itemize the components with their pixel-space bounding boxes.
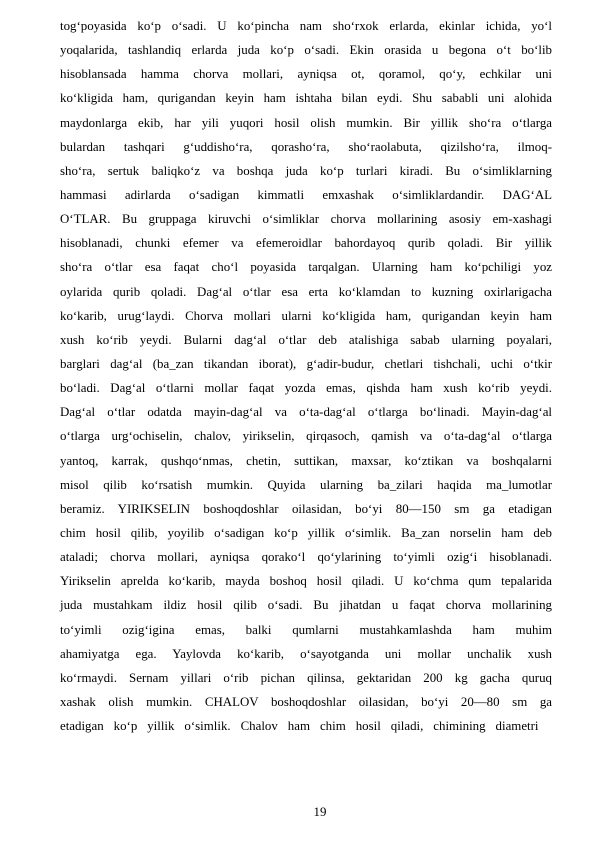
- text-line: hisoblansada hamma chorva mollari, ayniqsa ot, qoramol, qo‘y, echkilar uni: [60, 67, 552, 82]
- text-line: xashak olish mumkin. CHALOV boshoqdoshlar oilasidan, bo‘yi 20—80 sm ga: [60, 694, 552, 709]
- text-line: maydonlarga ekib, har yili yuqori hosil olish mumkin. Bir yillik sho‘ra o‘tlarga: [60, 115, 552, 130]
- text-line: chim hosil qilib, yoyilib o‘sadigan ko‘p yillik o‘simlik. Ba_zan norselin ham deb: [60, 525, 552, 540]
- text-line: Yirikselin aprelda ko‘karib, mayda boshoq hosil qiladi. U ko‘chma qum tepalarida: [60, 574, 552, 589]
- text-line: tog‘poyasida ko‘p o‘sadi. U ko‘pincha nam sho‘rxok erlarda, ekinlar ichida, yo‘l: [60, 19, 552, 33]
- text-line: misol qilib ko‘rsatish mumkin. Quyida ularning ba_zilari haqida ma_lumotlar: [60, 477, 552, 492]
- text-line: O‘TLAR. Bu gruppaga kiruvchi o‘simliklar chorva mollarining asosiy em-xashagi: [60, 212, 552, 227]
- text-line: etadigan ko‘p yillik o‘simlik. Chalov ham chim hosil qiladi, chimining diametri: [60, 719, 539, 734]
- text-line: xush ko‘rib yeydi. Bularni dag‘al o‘tlar deb atalishiga sabab ularning poyalari,: [60, 332, 552, 347]
- text-line: bo‘ladi. Dag‘al o‘tlarni mollar faqat yozda emas, qishda ham xush ko‘rib yeydi.: [60, 381, 552, 396]
- text-line: ko‘kligida ham, qurigandan keyin ham ishtaha bilan eydi. Shu sababli uni alohida: [60, 91, 552, 106]
- text-line: to‘yimli ozig‘igina emas, balki qumlarni mustahkamlashda ham muhim: [60, 622, 552, 637]
- text-line: hammasi adirlarda o‘sadigan kimmatli emxashak o‘simliklardandir. DAG‘AL: [60, 187, 552, 202]
- text-line: bulardan tashqari g‘uddisho‘ra, qorasho‘ra, sho‘raolabuta, qizilsho‘ra, ilmoq-: [60, 139, 552, 154]
- page-number: 19: [313, 805, 327, 819]
- text-line: o‘tlarga urg‘ochiselin, chalov, yirikselin, qirqasoch, qamish va o‘ta-dag‘al o‘tlarga: [60, 429, 552, 444]
- text-line: ataladi; chorva mollari, ayniqsa qorako‘l qo‘ylarining to‘yimli ozig‘i hisoblanadi.: [60, 550, 552, 565]
- text-line: sho‘ra o‘tlar esa faqat cho‘l poyasida tarqalgan. Ularning ham ko‘pchiligi yoz: [60, 260, 552, 275]
- text-line: oylarida qurib qoladi. Dag‘al o‘tlar esa erta ko‘klamdan to kuzning oxirlarigacha: [60, 284, 552, 299]
- text-line: barglari dag‘al (ba_zan tikandan iborat), g‘adir-budur, chetlari tishchali, uchi o‘tkir: [60, 356, 552, 371]
- text-line: ahamiyatga ega. Yaylovda ko‘karib, o‘sayotganda uni mollar unchalik xush: [60, 646, 552, 661]
- text-line: Dag‘al o‘tlar odatda mayin-dag‘al va o‘ta-dag‘al o‘tlarga bo‘linadi. Mayin-dag‘al: [60, 405, 552, 420]
- text-line: yantoq, karrak, qushqo‘nmas, chetin, suttikan, maxsar, ko‘ztikan va boshqalarni: [60, 453, 552, 468]
- text-line: ko‘karib, urug‘laydi. Chorva mollari ularni ko‘kligida ham, qurigandan keyin ham: [60, 308, 552, 323]
- text-line: beramiz. YIRIKSELIN boshoqdoshlar oilasidan, bo‘yi 80—150 sm ga etadigan: [60, 501, 552, 516]
- text-line: ko‘rmaydi. Sernam yillari o‘rib pichan qilinsa, gektaridan 200 kg gacha quruq: [60, 670, 552, 685]
- body-text: [60, 14, 552, 738]
- text-line: sho‘ra, sertuk baliqko‘z va boshqa juda ko‘p turlari kiradi. Bu o‘simliklarning: [60, 163, 552, 178]
- text-line: hisoblanadi, chunki efemer va efemeroidlar bahordayoq qurib qoladi. Bir yillik: [60, 236, 552, 251]
- text-line: yoqalarida, tashlandiq erlarda juda ko‘p o‘sadi. Ekin orasida u begona o‘t bo‘lib: [60, 43, 552, 58]
- text-line: juda mustahkam ildiz hosil qilib o‘sadi. Bu jihatdan u faqat chorva mollarining: [60, 598, 552, 613]
